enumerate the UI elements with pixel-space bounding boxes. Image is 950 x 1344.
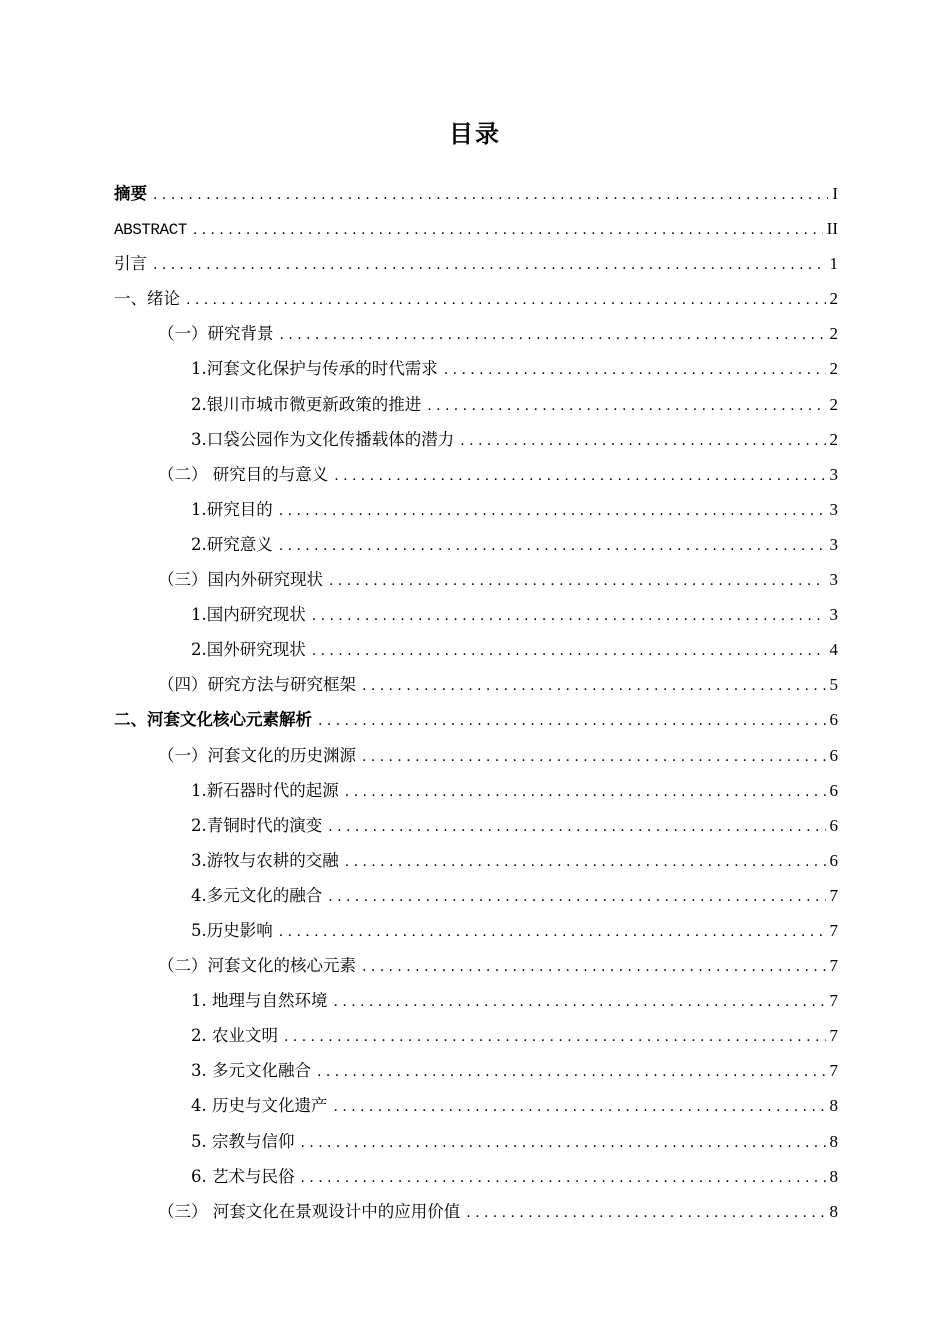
toc-entry-page: 6 <box>829 745 838 765</box>
toc-entry-label: （三）国内外研究现状 <box>158 570 323 590</box>
toc-entry[interactable] <box>114 422 838 457</box>
toc-entry-label: 3.口袋公园作为文化传播载体的潜力 <box>191 429 455 449</box>
toc-entry-label: （四）研究方法与研究框架 <box>158 675 356 695</box>
dot-leader <box>317 1055 826 1090</box>
dot-leader <box>301 1126 826 1161</box>
toc-entry-label: 2.研究意义 <box>191 534 273 554</box>
dot-leader <box>193 213 823 248</box>
toc-entry-page: 2 <box>829 359 838 379</box>
toc-entry[interactable] <box>114 597 838 632</box>
toc-entry[interactable] <box>114 843 838 878</box>
toc-entry-label: 2. 农业文明 <box>191 1026 278 1046</box>
toc-entry-page: 2 <box>829 324 838 344</box>
toc-entry-label: 2.国外研究现状 <box>191 640 306 660</box>
toc-entry-page: 8 <box>829 1166 838 1186</box>
toc-entry[interactable] <box>114 246 838 281</box>
toc-entry[interactable] <box>114 351 838 386</box>
toc-entry-label: 4. 历史与文化遗产 <box>191 1096 328 1116</box>
toc-entry[interactable] <box>114 667 838 702</box>
toc-entry-page: 7 <box>829 1026 838 1046</box>
dot-leader <box>362 669 826 704</box>
toc-entry[interactable] <box>114 1018 838 1053</box>
toc-entry[interactable] <box>114 808 838 843</box>
toc-entry-page: 6 <box>829 780 838 800</box>
dot-leader <box>279 529 826 564</box>
toc-entry[interactable] <box>114 913 838 948</box>
toc-entry-page: 2 <box>829 289 838 309</box>
toc-entry-label: 2.银川市城市微更新政策的推进 <box>191 394 422 414</box>
dot-leader <box>153 248 826 283</box>
toc-entry-page: 3 <box>829 464 838 484</box>
toc-entry-label: 1.河套文化保护与传承的时代需求 <box>191 359 438 379</box>
toc-entry-label: 一、绪论 <box>114 289 180 309</box>
dot-leader <box>334 985 826 1020</box>
toc-entry[interactable] <box>114 1053 838 1088</box>
toc-entry[interactable] <box>114 1159 838 1194</box>
toc-entry-label: （一）河套文化的历史渊源 <box>158 745 356 765</box>
toc-entry-label: 6. 艺术与民俗 <box>191 1166 295 1186</box>
toc-entry-label: 2.青铜时代的演变 <box>191 815 323 835</box>
toc-entry-page: 7 <box>829 920 838 940</box>
toc-entry[interactable] <box>114 983 838 1018</box>
toc-entry[interactable] <box>114 316 838 351</box>
toc-entry-label: 1.新石器时代的起源 <box>191 780 339 800</box>
toc-entry[interactable] <box>114 176 838 211</box>
toc-entry-label: ABSTRACT <box>114 221 187 240</box>
dot-leader <box>362 950 826 985</box>
dot-leader <box>279 915 826 950</box>
toc-entry-page: 2 <box>829 394 838 414</box>
dot-leader <box>328 880 825 915</box>
toc-entry[interactable] <box>114 702 838 737</box>
toc-entry-page: 3 <box>829 499 838 519</box>
dot-leader <box>460 424 825 459</box>
toc-entry[interactable] <box>114 1194 838 1229</box>
dot-leader <box>345 845 826 880</box>
dot-leader <box>280 318 826 353</box>
toc-entry-page: 2 <box>829 429 838 449</box>
toc-entry-label: 1. 地理与自然环境 <box>191 991 328 1011</box>
toc-entry-label: 1.研究目的 <box>191 499 273 519</box>
toc-entry[interactable] <box>114 948 838 983</box>
dot-leader <box>466 1196 825 1231</box>
toc-entry[interactable] <box>114 1124 838 1159</box>
toc-entry-page: 7 <box>829 885 838 905</box>
dot-leader <box>279 494 826 529</box>
dot-leader <box>153 178 828 213</box>
toc-entry-page: I <box>832 184 838 203</box>
toc-entry-label: （二）河套文化的核心元素 <box>158 956 356 976</box>
toc-entry[interactable] <box>114 632 838 667</box>
toc-entry-label: （一）研究背景 <box>158 324 274 344</box>
toc-entry-label: 5. 宗教与信仰 <box>191 1131 295 1151</box>
toc-entry-page: 1 <box>829 254 838 274</box>
toc-entry-page: 7 <box>829 956 838 976</box>
toc-entry[interactable] <box>114 527 838 562</box>
toc-entry-page: 8 <box>829 1131 838 1151</box>
dot-leader <box>427 389 825 424</box>
toc-entry-page: II <box>826 219 838 239</box>
toc-entry-page: 3 <box>829 534 838 554</box>
dot-leader <box>318 704 826 739</box>
toc-entry-label: 1.国内研究现状 <box>191 605 306 625</box>
toc-entry[interactable] <box>114 878 838 913</box>
toc-entry-label: 二、河套文化核心元素解析 <box>114 710 312 730</box>
toc-entry[interactable] <box>114 211 838 246</box>
toc-entry[interactable] <box>114 387 838 422</box>
toc-entry-page: 3 <box>829 605 838 625</box>
toc-entry-label: （三） 河套文化在景观设计中的应用价值 <box>158 1201 461 1221</box>
toc-entry[interactable] <box>114 281 838 316</box>
toc-entry[interactable] <box>114 562 838 597</box>
toc-entry-page: 7 <box>829 1061 838 1081</box>
dot-leader <box>444 353 826 388</box>
table-of-contents <box>114 176 838 1229</box>
toc-entry-page: 8 <box>829 1201 838 1221</box>
toc-entry-label: （二） 研究目的与意义 <box>158 464 329 484</box>
page-title: 目录 <box>449 120 501 148</box>
toc-entry[interactable] <box>114 738 838 773</box>
dot-leader <box>301 1161 826 1196</box>
toc-entry-page: 7 <box>829 991 838 1011</box>
toc-entry-page: 8 <box>829 1096 838 1116</box>
toc-entry-label: 4.多元文化的融合 <box>191 885 323 905</box>
dot-leader <box>328 810 825 845</box>
toc-entry-page: 6 <box>829 850 838 870</box>
toc-entry-page: 6 <box>829 815 838 835</box>
toc-entry-label: 5.历史影响 <box>191 920 273 940</box>
dot-leader <box>345 775 826 810</box>
toc-entry[interactable] <box>114 773 838 808</box>
toc-entry[interactable] <box>114 457 838 492</box>
toc-entry-label: 3. 多元文化融合 <box>191 1061 311 1081</box>
toc-entry[interactable] <box>114 1088 838 1123</box>
dot-leader <box>334 1090 826 1125</box>
toc-entry-label: 摘要 <box>114 184 147 203</box>
toc-entry-label: 3.游牧与农耕的交融 <box>191 850 339 870</box>
toc-entry-label: 引言 <box>114 254 147 274</box>
toc-entry-page: 5 <box>829 675 838 695</box>
toc-entry-page: 6 <box>829 710 838 730</box>
dot-leader <box>329 564 826 599</box>
dot-leader <box>312 599 826 634</box>
dot-leader <box>284 1020 826 1055</box>
dot-leader <box>186 283 826 318</box>
dot-leader <box>312 634 826 669</box>
toc-entry[interactable] <box>114 492 838 527</box>
toc-entry-page: 4 <box>829 640 838 660</box>
toc-entry-page: 3 <box>829 570 838 590</box>
dot-leader <box>362 740 826 775</box>
dot-leader <box>334 459 825 494</box>
